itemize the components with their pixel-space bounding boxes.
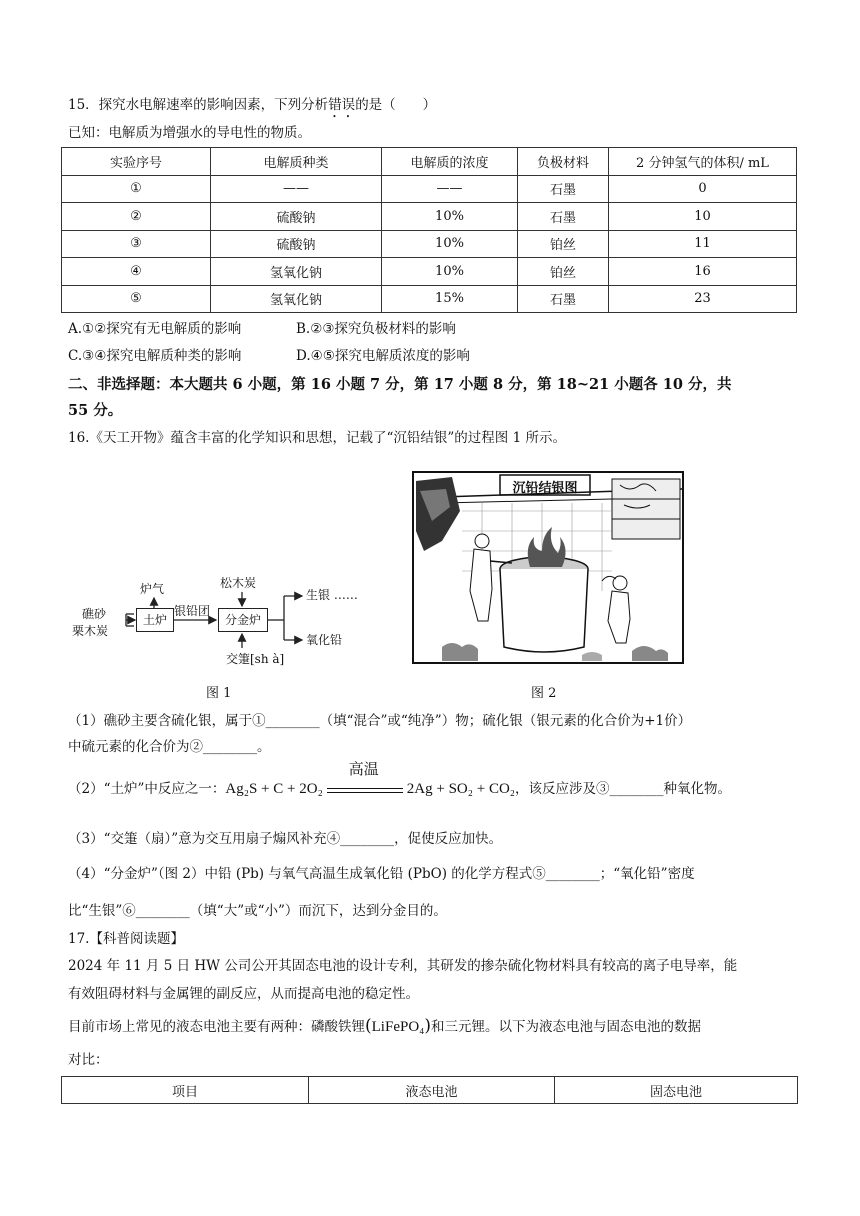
figure-1-flow-diagram bbox=[70, 570, 400, 670]
table-cell: 11 bbox=[609, 230, 797, 258]
q16-part2-prefix: （2）“土炉”中反应之一： bbox=[68, 781, 226, 797]
table-row bbox=[62, 230, 797, 258]
table-row bbox=[62, 175, 797, 203]
table-cell: ③ bbox=[62, 230, 211, 258]
q15-stem-text: 15．探究水电解速率的影响因素，下列分析 bbox=[68, 97, 329, 113]
pine-charcoal-label: 松木炭 bbox=[220, 576, 257, 590]
q15-stem-tail: 的是（ ） bbox=[355, 97, 437, 113]
table-header: 实验序号 bbox=[62, 148, 211, 176]
section-heading-cont: 55 分。 bbox=[68, 402, 123, 419]
silver-lead-label: 银铅团 bbox=[174, 604, 211, 618]
q17-para1-line2: 有效阻碍材料与金属锂的副反应，从而提高电池的稳定性。 bbox=[68, 986, 419, 1002]
figure-2-caption: 图 2 bbox=[531, 686, 557, 701]
lifepo4-formula: LiFePO₄ bbox=[371, 1019, 425, 1035]
table-header: 固态电池 bbox=[555, 1077, 798, 1104]
input-label-charcoal: 栗木炭 bbox=[72, 624, 109, 638]
table-header: 2 分钟氢气的体积/ mL bbox=[609, 148, 797, 176]
table-header: 负极材料 bbox=[518, 148, 609, 176]
table-cell: 10 bbox=[609, 203, 797, 231]
q17-para2-prefix: 目前市场上常见的液态电池主要有两种：磷酸铁锂 bbox=[68, 1019, 365, 1035]
table-cell: 铂丝 bbox=[518, 230, 609, 258]
table-header: 液态电池 bbox=[309, 1077, 555, 1104]
raw-silver-text: 生银 bbox=[306, 588, 331, 602]
q16-part1-line2: 中硫元素的化合价为②________。 bbox=[68, 739, 271, 755]
equation-arrow bbox=[327, 759, 403, 800]
table-cell: 0 bbox=[609, 175, 797, 203]
q16-part4-line2: 比“生银”⑥________（填“大”或“小”）而沉下，达到分金目的。 bbox=[68, 903, 447, 919]
table-cell: 硫酸钠 bbox=[211, 230, 382, 258]
table-header-row bbox=[62, 148, 797, 176]
section-heading: 二、非选择题：本大题共 6 小题，第 16 小题 7 分，第 17 小题 8 分，第 18~21 小题各 10 分，共 bbox=[68, 376, 732, 393]
q17-heading: 17.【科普阅读题】 bbox=[68, 931, 184, 947]
table-cell: 10% bbox=[382, 203, 518, 231]
equation-lhs: Ag₂S + C + 2O₂ bbox=[225, 781, 323, 797]
table-cell: —— bbox=[382, 175, 518, 203]
option-a[interactable]: A.①②探究有无电解质的影响 bbox=[68, 321, 242, 337]
table-cell: 石墨 bbox=[518, 285, 609, 313]
table-cell: 10% bbox=[382, 258, 518, 286]
table-header: 电解质的浓度 bbox=[382, 148, 518, 176]
fan-label: 交箑[sh à] bbox=[226, 652, 285, 666]
ellipsis-text: …… bbox=[333, 588, 358, 602]
battery-comparison-table bbox=[61, 1076, 798, 1104]
q15-stem-emphasis: 错误 bbox=[328, 97, 356, 113]
earth-furnace-box: 土炉 bbox=[136, 608, 174, 632]
table-cell: ① bbox=[62, 175, 211, 203]
table-row bbox=[62, 203, 797, 231]
q17-para1-line1: 2024 年 11 月 5 日 HW 公司公开其固态电池的设计专利，其研发的掺杂硫化物材料具有较高的离子电导率，能 bbox=[68, 958, 738, 974]
table-row bbox=[62, 285, 797, 313]
q15-options-row1 bbox=[68, 319, 456, 339]
table-cell: 氢氧化钠 bbox=[211, 258, 382, 286]
table-header: 项目 bbox=[62, 1077, 309, 1104]
option-c[interactable]: C.③④探究电解质种类的影响 bbox=[68, 348, 242, 364]
table-cell: 铂丝 bbox=[518, 258, 609, 286]
q16-part3: （3）“交箑（扇）”意为交互用扇子煽风补充④________，促使反应加快。 bbox=[68, 831, 503, 847]
table-header: 电解质种类 bbox=[211, 148, 382, 176]
table-cell: ② bbox=[62, 203, 211, 231]
q15-known: 已知：电解质为增强水的导电性的物质。 bbox=[68, 125, 311, 141]
table-cell: 15% bbox=[382, 285, 518, 313]
q15-table bbox=[61, 147, 797, 313]
furnace-gas-label: 炉气 bbox=[140, 582, 165, 596]
cupel-furnace-box: 分金炉 bbox=[218, 608, 268, 632]
input-label-jiaosha: 礁砂 bbox=[82, 607, 107, 621]
table-cell: ⑤ bbox=[62, 285, 211, 313]
q15-stem bbox=[68, 95, 436, 121]
q15-options-row2 bbox=[68, 346, 470, 366]
q16-part4-line1: （4）“分金炉”（图 2）中铅 (Pb) 与氧气高温生成氧化铅 (PbO) 的化学方程式⑤________；“氧化铅”密度 bbox=[68, 866, 695, 882]
figure-2-title: 沉铅结银图 bbox=[512, 481, 578, 496]
table-header-row bbox=[62, 1077, 798, 1104]
q16-part2-suffix: ，该反应涉及③________种氧化物。 bbox=[515, 781, 732, 797]
equation-rhs: 2Ag + SO₂ + CO₂ bbox=[406, 781, 516, 797]
option-d[interactable]: D.④⑤探究电解质浓度的影响 bbox=[296, 348, 470, 364]
table-cell: 氢氧化钠 bbox=[211, 285, 382, 313]
table-cell: 硫酸钠 bbox=[211, 203, 382, 231]
table-cell: ④ bbox=[62, 258, 211, 286]
figure-2-illustration bbox=[412, 471, 684, 664]
q17-para2-line2: 对比： bbox=[68, 1052, 109, 1068]
figure-1-caption: 图 1 bbox=[206, 686, 232, 701]
table-cell: 10% bbox=[382, 230, 518, 258]
option-b[interactable]: B.②③探究负极材料的影响 bbox=[296, 321, 456, 337]
q17-para2-suffix: 和三元锂。以下为液态电池与固态电池的数据 bbox=[431, 1019, 702, 1035]
table-cell: 23 bbox=[609, 285, 797, 313]
table-cell: 石墨 bbox=[518, 203, 609, 231]
table-cell: —— bbox=[211, 175, 382, 203]
q16-stem: 16.《天工开物》蕴含丰富的化学知识和思想，记载了“沉铅结银”的过程图 1 所示。 bbox=[68, 430, 566, 446]
table-cell: 石墨 bbox=[518, 175, 609, 203]
output-lead-oxide: 氧化铅 bbox=[306, 633, 343, 647]
q16-part2 bbox=[68, 759, 732, 800]
q16-part1-line1: （1）礁砂主要含硫化银，属于①________（填“混合”或“纯净”）物；硫化银（银元素的化合价为+1价） bbox=[68, 713, 692, 729]
reaction-condition: 高温 bbox=[348, 759, 379, 778]
woodcut-image bbox=[412, 471, 684, 664]
q17-para2-line1: 目前市场上常见的液态电池主要有两种：磷酸铁锂(LiFePO₄)和三元锂。以下为液态电池与固态电池的数据 bbox=[68, 1016, 702, 1036]
table-cell: 16 bbox=[609, 258, 797, 286]
table-row bbox=[62, 258, 797, 286]
output-raw-silver bbox=[306, 586, 358, 603]
